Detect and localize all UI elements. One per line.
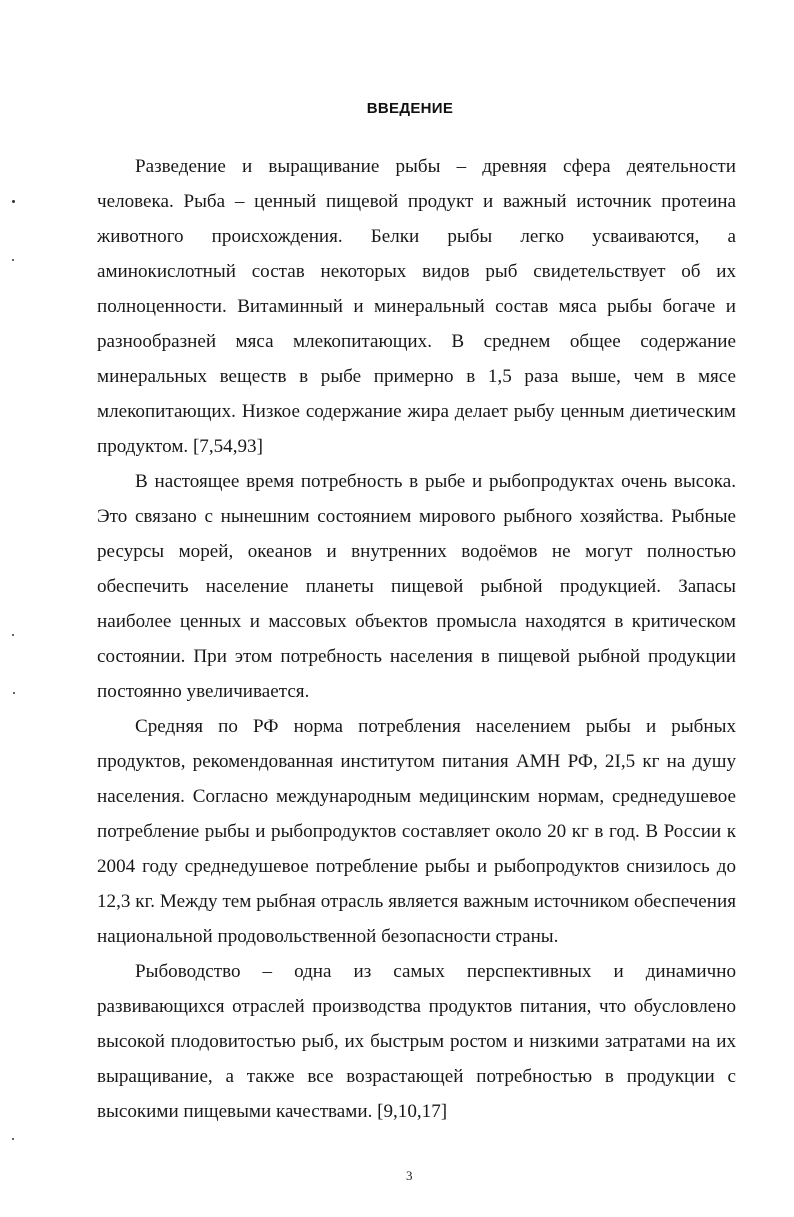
paragraph-2: В настоящее время потребность в рыбе и рыбопродуктах очень высока. Это связано с нынешним состоянием мирового рыбного хозяйства. Рыбные ресурсы морей, океанов и внутренних водоёмов не могут полностью обеспечить население планеты пищевой рыбной продукцией. Запасы наиболее ценных и массовых объектов промысла находятся в критическом состоянии. При этом потребность населения в пищевой рыбной продукции постоянно увеличивается. — [97, 471, 736, 702]
scan-speck — [12, 634, 14, 636]
scan-speck — [12, 200, 15, 203]
paragraph-4: Рыбоводство – одна из самых перспективных и динамично развивающихся отраслей производства продуктов питания, что обусловлено высокой плодовитостью рыб, их быстрым ростом и низкими затратами на их выращивание, а также все возрастающей потребностью в продукции с высокими пищевыми качествами. [9,10,17] — [97, 961, 736, 1122]
scan-speck — [13, 692, 15, 694]
page-number: 3 — [406, 1168, 413, 1183]
scan-speck — [12, 1138, 14, 1140]
paragraph-1: Разведение и выращивание рыбы – древняя сфера деятельности человека. Рыба – ценный пищевой продукт и важный источник протеина животного происхождения. Белки рыбы легко усваиваются, а аминокислотный состав некоторых видов рыб свидетельствует об их полноценности. Витаминный и минеральный состав мяса рыбы богаче и разнообразней мяса млекопитающих. В среднем общее содержание минеральных веществ в рыбе примерно в 1,5 раза выше, чем в мясе млекопитающих. Низкое содержание жира делает рыбу ценным диетическим продуктом. [7,54,93] — [97, 156, 736, 457]
body-text — [97, 149, 736, 1129]
scan-speck — [12, 259, 14, 261]
section-heading: ВВЕДЕНИЕ — [366, 100, 454, 117]
paragraph-3: Средняя по РФ норма потребления населением рыбы и рыбных продуктов, рекомендованная институтом питания АМН РФ, 2I,5 кг на душу населения. Согласно международным медицинским нормам, среднедушевое потребление рыбы и рыбопродуктов составляет около 20 кг в год. В России к 2004 году среднедушевое потребление рыбы и рыбопродуктов снизилось до 12,3 кг. Между тем рыбная отрасль является важным источником обеспечения национальной продовольственной безопасности страны. — [97, 716, 736, 947]
